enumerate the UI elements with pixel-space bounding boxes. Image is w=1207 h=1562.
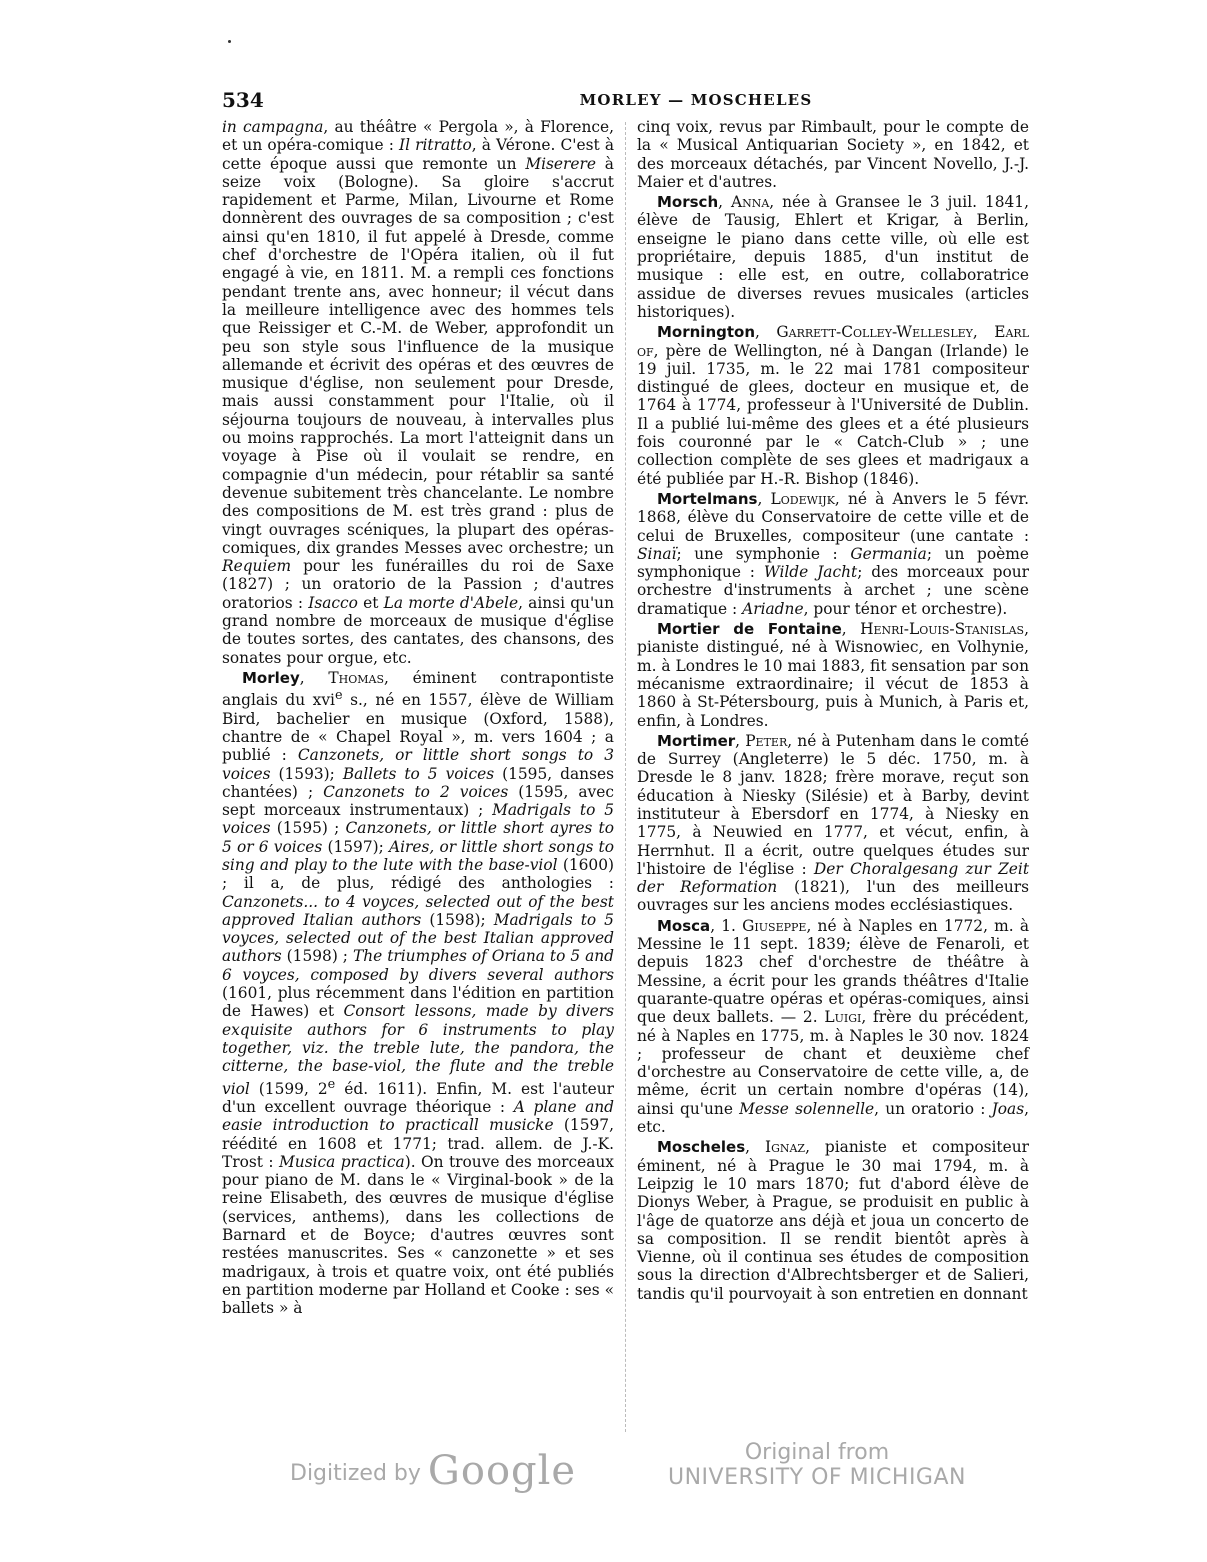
entry-cont <box>222 118 614 667</box>
page-number: 534 <box>222 88 264 112</box>
headword: Mortier de Fontaine <box>657 620 842 639</box>
text-run: (1597, réédité en 1608 et 1771; trad. allem. de J.-K. Trost : <box>222 1116 614 1171</box>
headword: Mosca <box>657 916 711 935</box>
entry-mosca <box>637 917 1029 1137</box>
headword: Morsch <box>657 193 719 212</box>
given-name: Garrett-Colley-Wellesley, Earl of <box>637 323 1029 360</box>
text-run: cinq voix, revus par Rimbault, pour le compte de la « Musical Antiquarian Society », en 1842, et des morceaux détachés, par Vincent Novello, J.-J. Maier et d'autres. <box>637 118 1029 191</box>
italic-title: Canzonets, or little short songs to 3 voices <box>222 746 614 783</box>
text-run: , pianiste et compositeur éminent, né à Prague le 30 mai 1794, m. à Leipzig le 10 mars 1870; fut d'abord élève de Dionys Weber, à Prague, se produisit en public à l'âge de quatorze ans déjà et joua un concerto de sa composition. Il se rendit bientôt après à Vienne, où il continua ses études de composition sous la direction d'Albrechtsberger et de Salieri, tandis qu'il pourvoyait à son entretien en donnant <box>637 1138 1029 1303</box>
original-from-label: Original from <box>744 1440 890 1465</box>
given-name: Peter <box>745 731 788 750</box>
italic-title: in campagna <box>222 118 324 136</box>
italic-title: Canzonets, or little short ayres to 5 or 6 voices <box>222 819 614 856</box>
text-run: (1595, danses chantées) ; <box>222 764 614 801</box>
italic-title: Messe solennelle <box>739 1099 875 1118</box>
italic-title: La morte d'Abele <box>383 593 519 612</box>
left-column <box>222 118 614 1320</box>
right-column <box>637 118 1029 1305</box>
italic-title: Sinaï <box>637 544 677 563</box>
stray-mark <box>228 40 231 43</box>
page-header <box>222 88 1030 114</box>
digitized-prefix: Digitized by <box>290 1461 421 1486</box>
text-run: , etc. <box>637 1099 1029 1137</box>
text-run: , né à Naples en 1772, m. à Messine le 11 sept. 1839; élève de Fenaroli, et depuis 1823 chef d'orchestre de théâtre à Messine, a écrit pour les grands théâtres d'Italie quarante-quatre opéras et opéras-comiques, ainsi que deux ballets. — 2. <box>637 916 1029 1027</box>
text-run: , 1. <box>710 916 743 935</box>
google-logo: Google <box>427 1448 577 1494</box>
running-title: MORLEY — MOSCHELES <box>579 91 813 109</box>
italic-title: Aires, or little short songs to sing and play to the lute with the base-viol <box>222 837 614 874</box>
text-run: (1593); <box>270 764 343 783</box>
entry-cont2 <box>637 118 1029 191</box>
column-divider <box>625 122 626 1432</box>
italic-title: Ariadne <box>742 599 804 618</box>
text-run: , né à Anvers le 5 févr. 1868, élève du Conservatoire de cette ville et de celui de Bruxelles, compositeur (une cantate : <box>637 489 1029 545</box>
italic-title: Musica practica <box>279 1152 405 1171</box>
entry-morley <box>222 669 614 1318</box>
text-run: , à Vérone. C'est à cette époque aussi que remonte un <box>222 136 614 173</box>
text-run: ). On trouve des morceaux pour piano de M. dans le « Virginal-book » de la reine Elisabeth, des œuvres de musique d'église (services, anthems), dans les collections de Barnard et de Boyce; d'autres œuvres sont restées manuscrites. Ses « canzonette » et ses madrigaux, à trois et quatre voix, ont été publiés en partition moderne par Holland et Cooke : ses « ballets » à <box>222 1152 614 1318</box>
entry-mortimer <box>637 732 1029 915</box>
text-run: , <box>718 193 731 212</box>
italic-title: Joas <box>991 1099 1025 1118</box>
text-run: , pour ténor et orchestre). <box>803 599 1008 618</box>
entry-morsch <box>637 193 1029 321</box>
text-run: (1821), l'un des meilleurs ouvrages sur les anciens modes ecclésiastiques. <box>637 878 1029 915</box>
given-name: Ignaz <box>764 1138 806 1157</box>
italic-title: Il ritratto <box>399 136 472 155</box>
entry-mortier <box>637 620 1029 730</box>
text-run: ; des morceaux pour orchestre d'instruments à archet ; une scène dramatique : <box>637 563 1030 618</box>
text-run: pour les funérailles du roi de Saxe (1827) ; un oratorio de la Passion ; d'autres oratorios : <box>222 557 614 612</box>
text-run: (1601, plus récemment dans l'édition en partition de Hawes) et <box>222 984 614 1021</box>
given-name: Luigi <box>824 1008 862 1027</box>
headword: Mortimer <box>657 731 736 750</box>
italic-title: Consort lessons, made by divers exquisite authors for 6 instruments to play together, viz. the treble lute, the pandora, the citterne, the base-viol, the flute and the treble viol <box>222 1002 615 1098</box>
italic-title: Madrigals to 5 voyces, selected out of the best Italian approved authors <box>222 910 614 966</box>
italic-title: A plane and easie introduction to practicall musicke <box>222 1097 615 1135</box>
text-run: , <box>735 731 746 750</box>
headword: Morley <box>242 668 300 687</box>
text-run: (1598) ; <box>281 947 353 966</box>
italic-title: Madrigals to 5 voices <box>222 801 614 838</box>
text-run: , <box>757 489 771 508</box>
headword: Mortelmans <box>657 489 758 508</box>
text-run: , pianiste distingué, né à Wisnowiec, en Volhynie, m. à Londres le 10 mai 1883, fit sensation par son mécanisme extraordinaire; il vécut de 1853 à 1860 à St-Pétersbourg, puis à Munich, à Paris et, enfin, à Londres. <box>637 620 1029 730</box>
given-name: Anna <box>730 193 770 212</box>
entry-mortelmans <box>637 490 1029 618</box>
italic-title: Isacco <box>308 593 358 612</box>
superscript: e <box>327 1076 336 1092</box>
text-run: ; un poème symphonique : <box>637 544 1029 582</box>
italic-title: The triumphes of Oriana to 5 and 6 voyces, composed by divers several authors <box>222 947 615 984</box>
italic-title: Canzonets to 2 voices <box>323 782 509 801</box>
text-run: s., né en 1557, élève de William Bird, bachelier en musique (Oxford, 1588), chantre de « Chapel Royal », m. vers 1604 ; a publié : <box>222 691 614 765</box>
headword: Moscheles <box>657 1138 746 1157</box>
given-name: Thomas <box>328 668 385 687</box>
text-run: (1598); <box>421 910 494 929</box>
text-run: (1600) ; il a, de plus, rédigé des anthologies : <box>222 856 614 893</box>
scan-footer <box>0 1440 1207 1500</box>
italic-title: Der Choralgesang zur Zeit der Reformation <box>637 859 1030 897</box>
italic-title: Ballets to 5 voices <box>342 764 495 783</box>
italic-title: Wilde Jacht <box>763 563 858 582</box>
text-run: , frère du précédent, né à Naples en 1775, m. à Naples le 30 nov. 1824 ; professeur de chant et deuxième chef d'orchestre au Conservatoire de cette ville, a, de même, écrit un certain nombre d'opéras (14), ainsi qu'une <box>637 1008 1029 1118</box>
text-run: , <box>745 1138 765 1157</box>
text-run: , né à Putenham dans le comté de Surrey (Angleterre) le 5 déc. 1750, m. à Dresde le 8 janv. 1828; frère morave, reçut son éducation à Niesky (Silésie) et à Barby, devint instituteur à Ebersdorf en 1774, à Niesky en 1775, à Neuwied en 1777, et vécut, enfin, à Herrnhut. Il a écrit, outre quelques études sur l'histoire de l'église : <box>637 731 1029 878</box>
digitized-by-watermark <box>290 1448 576 1494</box>
text-run: (1595, avec sept morceaux instrumentaux) ; <box>222 782 614 820</box>
text-run: , ainsi qu'un grand nombre de morceaux de musique d'église de toutes sortes, des cantates, des chansons, des sonates pour orgue, etc. <box>222 593 615 667</box>
italic-title: Germania <box>850 544 927 563</box>
italic-title: Requiem <box>222 557 292 576</box>
given-name: Lodewijk <box>770 489 835 508</box>
university-label: UNIVERSITY OF MICHIGAN <box>668 1465 966 1490</box>
text-run: à seize voix (Bologne). Sa gloire s'accrut rapidement et Parme, Milan, Livourne et Rome donnèrent des ouvrages de sa composition ; c'est ainsi qu'en 1810, il fut appelé à Dresde, comme chef d'orchestre de l'Opéra italien, où il fut engagé à vie, en 1811. M. a rempli ces fonctions pendant trente ans, avec honneur; il vécut dans la meilleure intelligence avec des hommes tels que Reissiger et C.-M. de Weber, approfondit un peu son style sous l'influence de la musique allemande et écrivit des opéras et des œuvres de musique d'église, non seulement pour Dresde, mais aussi constamment pour l'Italie, où il séjourna toujours de nouveau, à intervalles plus ou moins rapprochés. La mort l'atteignit dans un voyage à Pise où il voulait se rendre, en compagnie d'un médecin, pour rétablir sa santé devenue subitement très chancelante. Le nombre des compositions de M. est très grand : plus de vingt ouvrages scéniques, la plupart des opéras-comiques, dix grandes Messes avec orchestre; un <box>222 154 614 557</box>
italic-title: Miserere <box>525 154 596 173</box>
text-run: ; une symphonie : <box>676 544 851 563</box>
text-run: , un oratorio : <box>874 1099 992 1118</box>
italic-title: Canzonets... to 4 voyces, selected out of the best approved Italian authors <box>222 892 614 929</box>
text-run: , <box>755 323 777 342</box>
original-from-watermark <box>668 1440 966 1490</box>
text-run: (1595) ; <box>270 819 346 838</box>
headword: Mornington <box>657 323 756 342</box>
text-run: , <box>841 620 861 639</box>
text-run: et <box>357 593 384 612</box>
entry-mornington <box>637 323 1029 488</box>
text-run: (1597); <box>322 837 389 856</box>
text-run: , née à Gransee le 3 juil. 1841, élève de Tausig, Ehlert et Krigar, à Berlin, enseigne le piano dans cette ville, où elle est propriétaire, depuis 1885, d'un institut de musique : elle est, en outre, collaboratrice assidue de diverses revues musicales (articles historiques). <box>637 193 1029 321</box>
given-name: Henri-Louis-Stanislas <box>860 620 1025 639</box>
text-run: éd. 1611). Enfin, M. est l'auteur d'un excellent ouvrage théorique : <box>222 1079 614 1116</box>
superscript: e <box>334 688 343 704</box>
entry-moscheles <box>637 1138 1029 1303</box>
text-run: (1599, 2 <box>249 1079 328 1098</box>
text-run: , éminent contrapontiste anglais du xvi <box>222 668 614 710</box>
text-run: , père de Wellington, né à Dangan (Irlande) le 19 juil. 1735, m. le 22 mai 1781 compositeur distingué de glees, docteur en musique et, de 1764 à 1774, professeur à l'Université de Dublin. Il a publié lui-même des glees et a été plusieurs fois couronné par le « Catch-Club » ; une collection complète de ses glees et madrigaux a été publiée par H.-R. Bishop (1846). <box>637 341 1029 488</box>
text-run: , <box>299 668 329 687</box>
given-name: Giuseppe <box>742 916 807 935</box>
text-run: , au théâtre « Pergola », à Florence, et un opéra-comique : <box>222 118 614 155</box>
